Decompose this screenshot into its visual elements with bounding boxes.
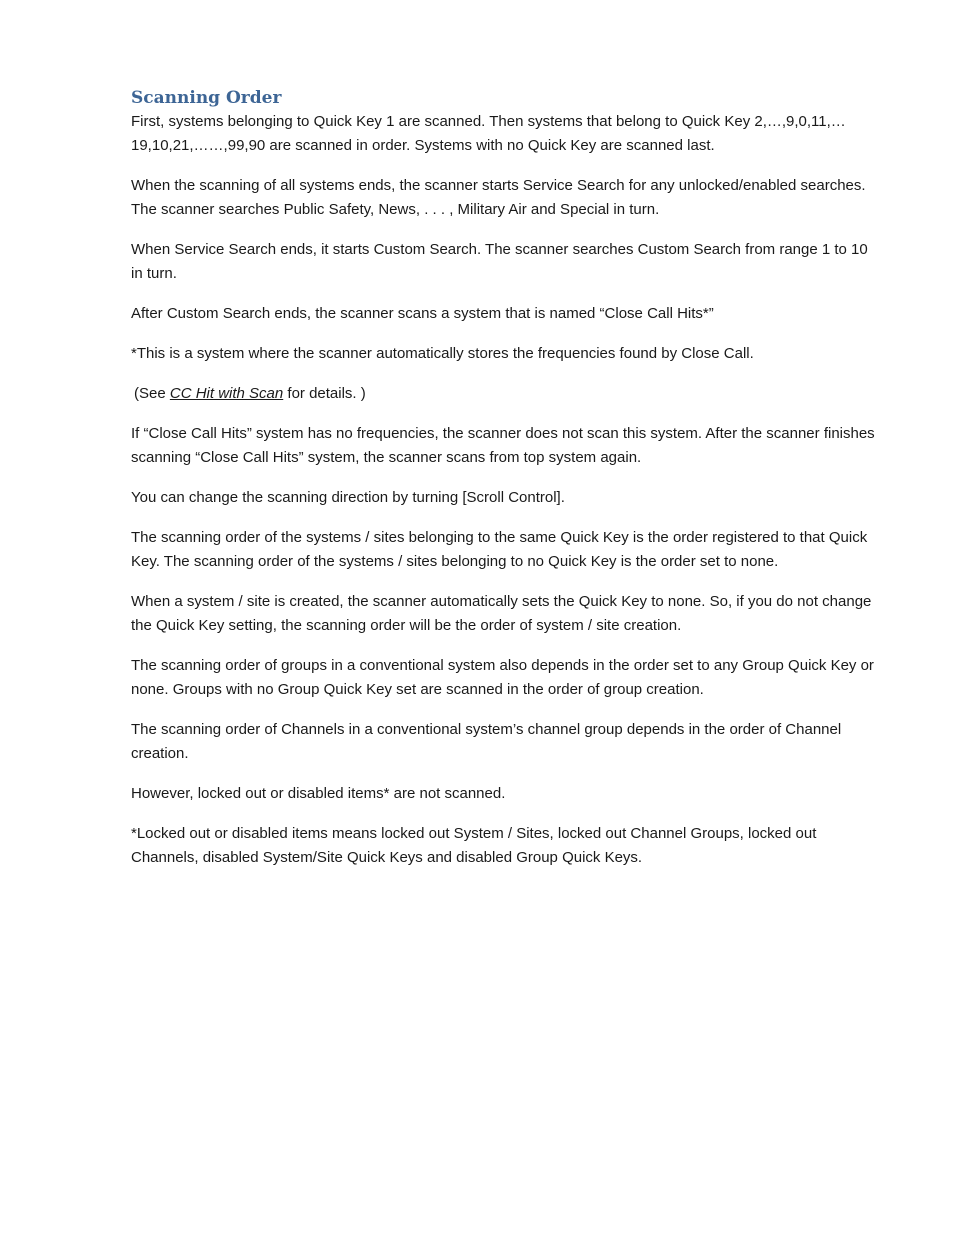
- cc-hit-with-scan-link[interactable]: CC Hit with Scan: [169, 385, 284, 402]
- section-heading: Scanning Order: [131, 88, 282, 108]
- paragraph-locked-out: However, locked out or disabled items* are not scanned.: [131, 785, 506, 802]
- paragraph-quick-key-order: First, systems belonging to Quick Key 1 are scanned. Then systems that belong to Quick Key 2,…,9,0,11,…19,10,21,……,99,90 are scanned in order. Systems with no Quick Key are scanned last.: [131, 113, 846, 154]
- paragraph-no-frequencies: If “Close Call Hits” system has no frequencies, the scanner does not scan this system. After the scanner finishes scanning “Close Call Hits” system, the scanner scans from top system again.: [131, 425, 875, 466]
- paragraph-custom-search: When Service Search ends, it starts Custom Search. The scanner searches Custom Search from range 1 to 10 in turn.: [131, 241, 868, 282]
- paragraph-scroll-control: You can change the scanning direction by turning [Scroll Control].: [131, 489, 565, 506]
- see-prefix: (See: [134, 385, 170, 402]
- paragraph-close-call-note: *This is a system where the scanner automatically stores the frequencies found by Close Call.: [131, 345, 754, 362]
- paragraph-site-creation: When a system / site is created, the scanner automatically sets the Quick Key to none. So, if you do not change the Quick Key setting, the scanning order will be the order of system / site creation.: [131, 593, 872, 634]
- see-suffix: for details. ): [283, 385, 366, 402]
- paragraph-same-quick-key: The scanning order of the systems / sites belonging to the same Quick Key is the order registered to that Quick Key. The scanning order of the systems / sites belonging to no Quick Key is the order set to none.: [131, 529, 868, 570]
- paragraph-groups-order: The scanning order of groups in a conventional system also depends in the order set to any Group Quick Key or none. Groups with no Group Quick Key set are scanned in the order of group creation.: [131, 657, 874, 698]
- paragraph-locked-out-note: *Locked out or disabled items means locked out System / Sites, locked out Channel Groups, locked out Channels, disabled System/Site Quick Keys and disabled Group Quick Keys.: [131, 825, 817, 866]
- paragraph-service-search: When the scanning of all systems ends, the scanner starts Service Search for any unlocked/enabled searches. The scanner searches Public Safety, News, . . . , Military Air and Special in turn.: [131, 177, 866, 218]
- paragraph-see-details: [131, 382, 883, 406]
- paragraph-channels-order: The scanning order of Channels in a conventional system’s channel group depends in the order of Channel creation.: [131, 721, 842, 762]
- document-page: [131, 86, 883, 886]
- paragraph-close-call-hits: After Custom Search ends, the scanner scans a system that is named “Close Call Hits*”: [131, 305, 714, 322]
